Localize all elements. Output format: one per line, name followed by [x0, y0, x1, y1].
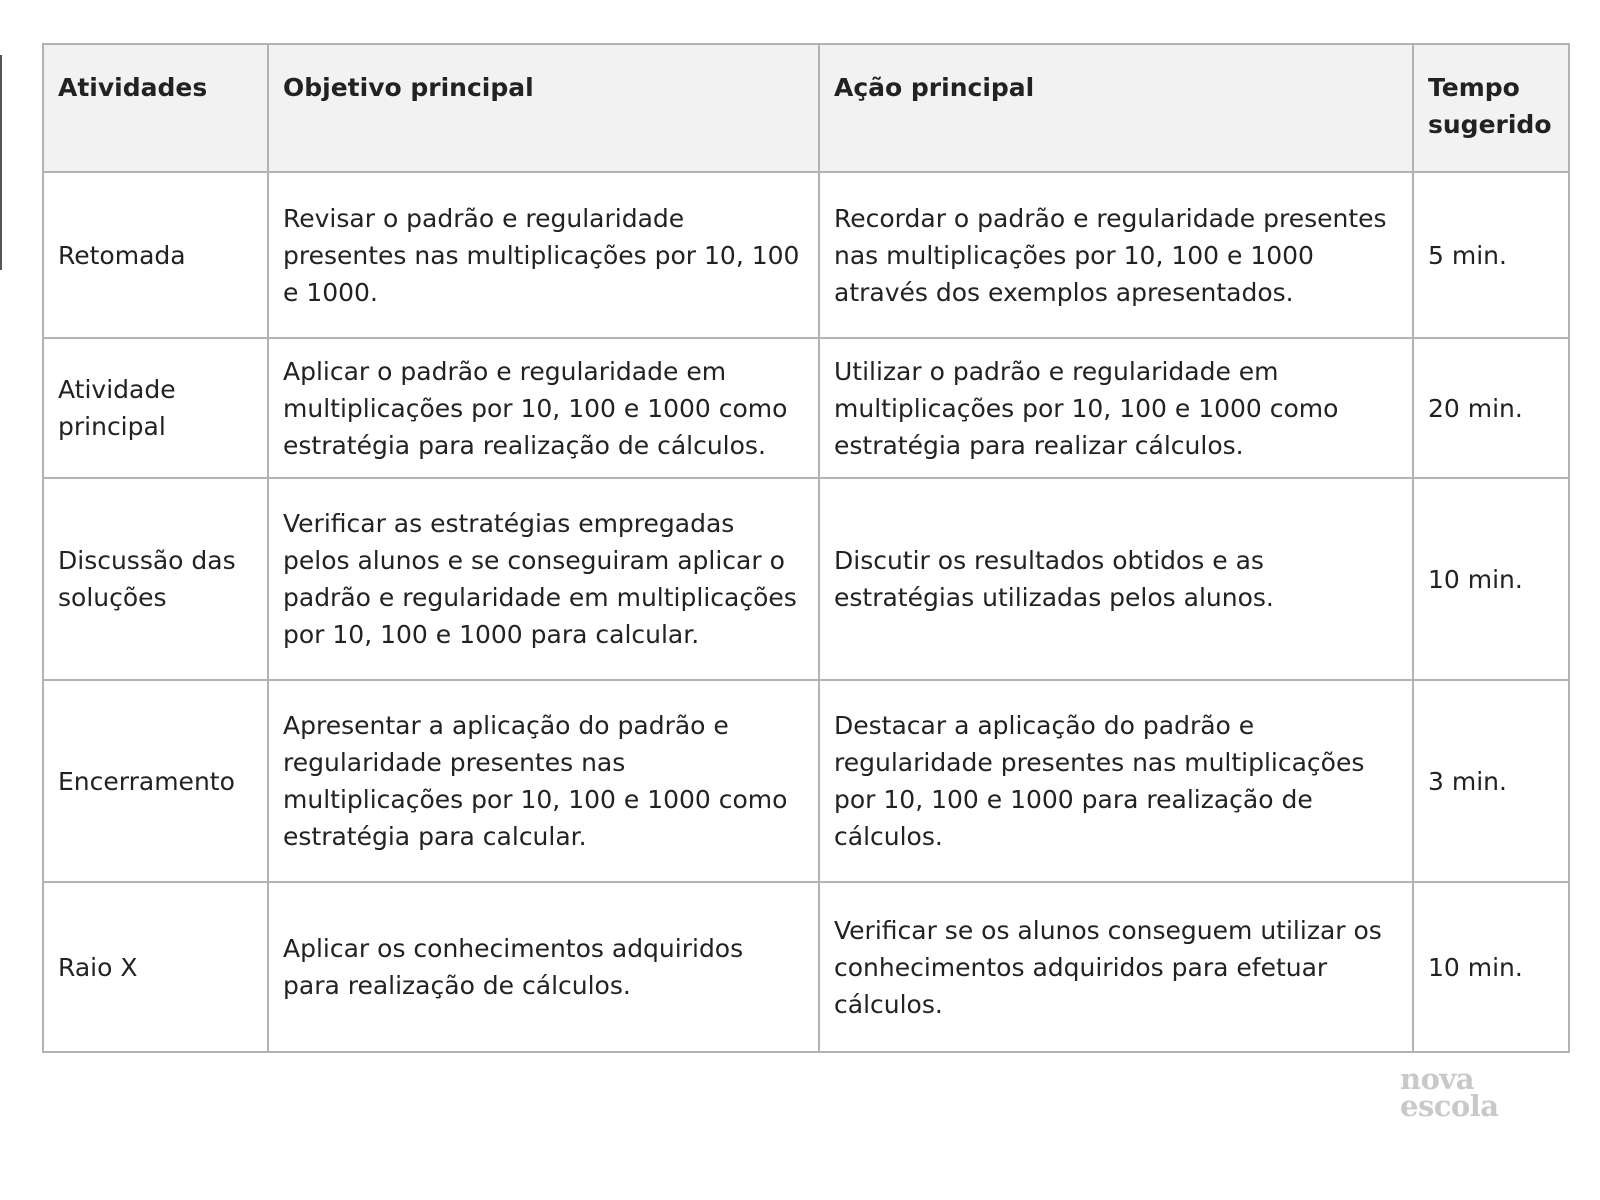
cell-acao: Discutir os resultados obtidos e as estratégias utilizadas pelos alunos. — [819, 478, 1413, 680]
cell-tempo: 3 min. — [1413, 680, 1569, 882]
cell-tempo: 10 min. — [1413, 882, 1569, 1052]
header-tempo-sugerido: Tempo sugerido — [1413, 44, 1569, 172]
cell-objetivo: Revisar o padrão e regularidade presentes nas multiplicações por 10, 100 e 1000. — [268, 172, 819, 338]
header-objetivo-principal: Objetivo principal — [268, 44, 819, 172]
cell-acao: Verificar se os alunos conseguem utilizar os conhecimentos adquiridos para efetuar cálculos. — [819, 882, 1413, 1052]
logo-line-nova: nova — [1400, 1062, 1475, 1096]
header-atividades: Atividades — [43, 44, 268, 172]
cell-tempo: 5 min. — [1413, 172, 1569, 338]
cell-objetivo: Verificar as estratégias empregadas pelos alunos e se conseguiram aplicar o padrão e regularidade em multiplicações por 10, 100 e 1000 para calcular. — [268, 478, 819, 680]
cell-atividade: Retomada — [43, 172, 268, 338]
lesson-plan-table — [42, 43, 1570, 1053]
cell-objetivo: Apresentar a aplicação do padrão e regularidade presentes nas multiplicações por 10, 100 e 1000 como estratégia para calcular. — [268, 680, 819, 882]
cell-atividade: Encerramento — [43, 680, 268, 882]
table-header-row — [43, 44, 1569, 172]
table-row — [43, 172, 1569, 338]
cell-objetivo: Aplicar os conhecimentos adquiridos para realização de cálculos. — [268, 882, 819, 1052]
cell-acao: Destacar a aplicação do padrão e regularidade presentes nas multiplicações por 10, 100 e 1000 para realização de cálculos. — [819, 680, 1413, 882]
table-row — [43, 338, 1569, 478]
cell-objetivo: Aplicar o padrão e regularidade em multiplicações por 10, 100 e 1000 como estratégia para realização de cálculos. — [268, 338, 819, 478]
cell-atividade: Raio X — [43, 882, 268, 1052]
table-row — [43, 882, 1569, 1052]
left-margin-line — [0, 55, 2, 270]
table-row — [43, 478, 1569, 680]
table-row — [43, 680, 1569, 882]
cell-atividade: Atividade principal — [43, 338, 268, 478]
cell-acao: Recordar o padrão e regularidade presentes nas multiplicações por 10, 100 e 1000 através dos exemplos apresentados. — [819, 172, 1413, 338]
cell-tempo: 10 min. — [1413, 478, 1569, 680]
header-acao-principal: Ação principal — [819, 44, 1413, 172]
logo-line-escola: escola — [1400, 1089, 1499, 1123]
cell-acao: Utilizar o padrão e regularidade em multiplicações por 10, 100 e 1000 como estratégia para realizar cálculos. — [819, 338, 1413, 478]
cell-tempo: 20 min. — [1413, 338, 1569, 478]
nova-escola-logo — [1400, 1062, 1540, 1123]
cell-atividade: Discussão das soluções — [43, 478, 268, 680]
